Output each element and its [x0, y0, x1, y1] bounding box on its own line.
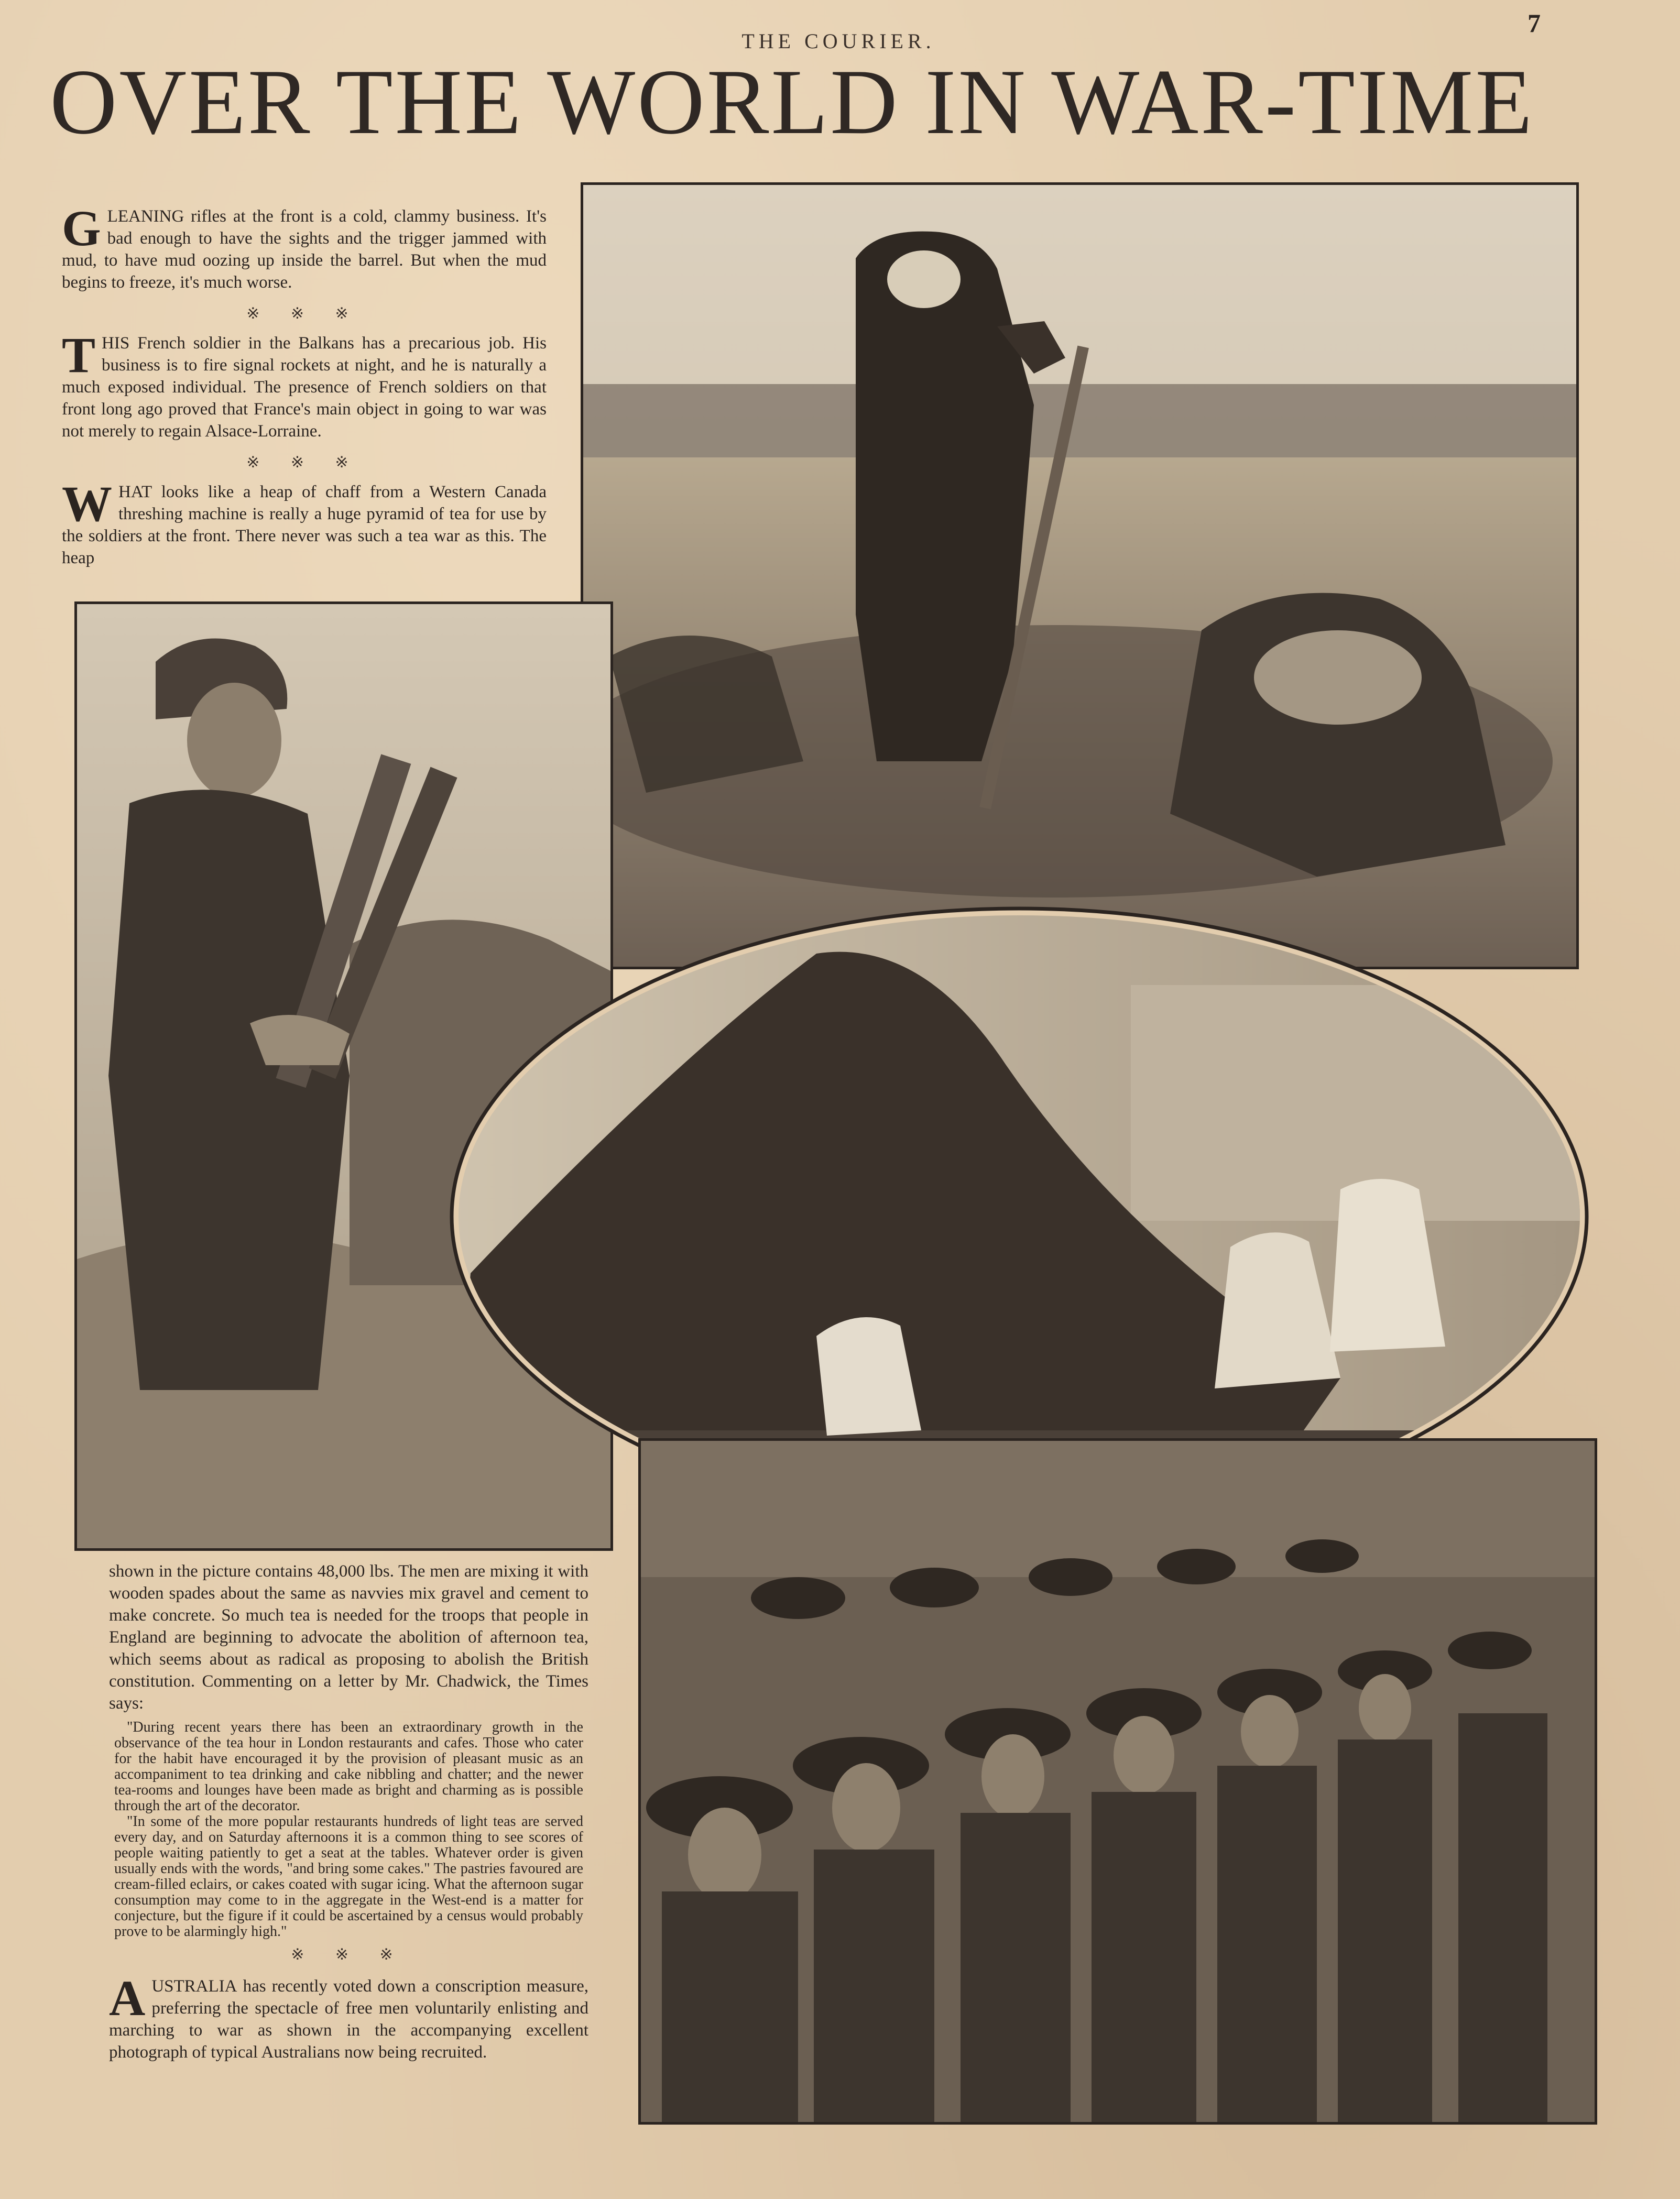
- lead-caps: HIS: [102, 334, 130, 353]
- article-rifles: [62, 200, 547, 293]
- photo-australian-recruits: [638, 1438, 1597, 2125]
- lead-caps: LEANING: [107, 207, 184, 226]
- article-australia: [109, 1970, 588, 2063]
- drop-cap: G: [62, 200, 101, 256]
- article-text: rifles at the front is a cold, clammy business. It's bad enough to have the sights and the trigger jammed with mud, to have mud oozing up inside the barrel. But when the mud begins to freeze, it's much worse.: [62, 207, 547, 292]
- lead-caps: USTRALIA: [151, 1977, 237, 1996]
- running-head: THE COURIER.: [741, 29, 935, 53]
- drop-cap: A: [109, 1970, 146, 2026]
- top-left-column: [62, 200, 547, 569]
- drop-cap: T: [62, 327, 96, 383]
- article-text: French soldier in the Balkans has a precarious job. His business is to fire signal rockets at night, and he is naturally a much exposed individual. The presence of French soldiers on that front long ago proved that France's main object in going to war was not merely to regain Alsace-Lorraine.: [62, 334, 547, 441]
- article-tea-intro: [62, 476, 547, 569]
- ornament-divider: ※ ※ ※: [246, 454, 362, 471]
- article-balkans: [62, 327, 547, 442]
- photo-rifles-in-mud: [581, 182, 1579, 969]
- article-text: has recently voted down a conscription measure, preferring the spectacle of free men voluntarily enlisting and marching to war as shown in the accompanying excellent photograph of typical Australians now being recruited.: [109, 1977, 588, 2062]
- australians-photo-image: [641, 1441, 1595, 2122]
- drop-cap: W: [62, 476, 112, 532]
- rifles-photo-image: [583, 185, 1576, 967]
- article-text: shown in the picture contains 48,000 lbs. The men are mixing it with wooden spades about the same as navvies mix gravel and cement to make concrete. So much tea is needed for the troops that people in England are beginning to advocate the abolition of afternoon tea, which seems about as radical as proposing to abolish the British constitution. Commenting on a letter by Mr. Chadwick, the Times says:: [109, 1562, 588, 1713]
- ornament-divider: ※ ※ ※: [291, 1946, 407, 1963]
- page-headline: OVER THE WORLD IN WAR-TIME: [50, 50, 1535, 154]
- page-number: 7: [1528, 8, 1541, 38]
- lead-caps: HAT: [118, 483, 152, 501]
- photo-tea-pyramid: [450, 906, 1589, 1527]
- quote-paragraph: "During recent years there has been an extraordinary growth in the observance of the tea hour in London restaurants and cafes. Those who cater for the habit have encouraged it by the provision of pleasant music as an accompaniment to tea drinking and cake nibbling and chatter; and the newer tea-rooms and lounges have been made as bright and charming as is possible through the art of the decorator.: [114, 1719, 583, 1814]
- tea-article-continued: [109, 1560, 588, 2063]
- ornament-divider: ※ ※ ※: [246, 305, 362, 322]
- tea-photo-image: [450, 906, 1589, 1527]
- article-text: looks like a heap of chaff from a Western Canada threshing machine is really a huge pyramid of tea for use by the soldiers at the front. There never was such a tea war as this. The heap: [62, 483, 547, 567]
- quote-paragraph: "In some of the more popular restaurants hundreds of light teas are served every day, and on Saturday afternoons it is a common thing to see scores of people waiting patiently to get a seat at the tables. Whatever order is given usually ends with the words, "and bring some cakes." The pastries favoured are cream-filled eclairs, or cakes coated with sugar icing. What the afternoon sugar consumption may come to in the aggregate in the West-end is a matter for conjecture, but the figure if it could be ascertained by a census would probably prove to be alarmingly high.": [114, 1813, 583, 1940]
- times-quote: [109, 1720, 588, 1940]
